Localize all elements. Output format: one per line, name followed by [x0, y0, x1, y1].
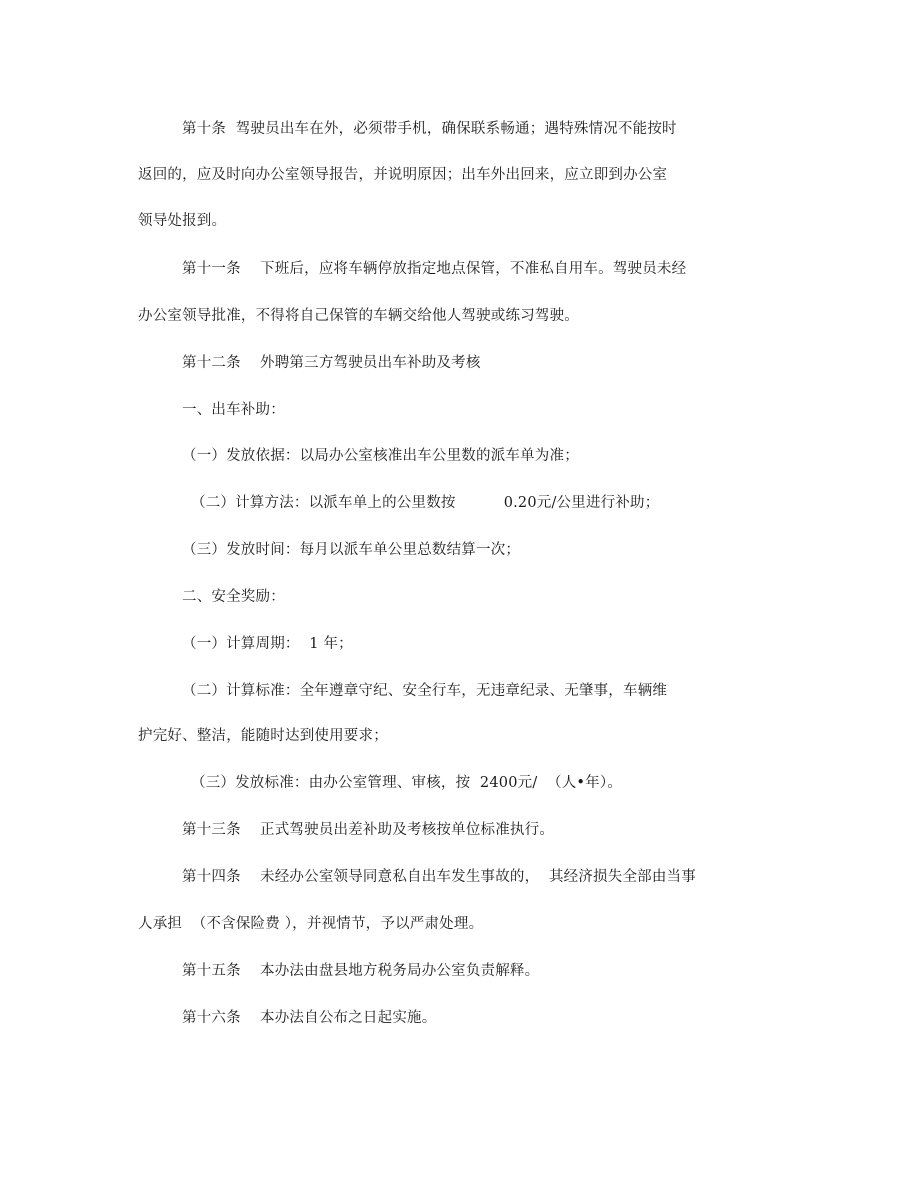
article-10-line-1: 第十条 驾驶员出车在外，必须带手机，确保联系畅通；遇特殊情况不能按时: [182, 121, 677, 137]
section-1-item-2: （二）计算方法：以派车单上的公里数按 0.20元/公里进行补助；: [191, 495, 660, 511]
section-2-heading: 二、安全奖励：: [182, 589, 285, 605]
article-11-line-2: 办公室领导批准，不得将自己保管的车辆交给他人驾驶或练习驾驶。: [138, 308, 579, 324]
section-2-item-2-line-1: （二）计算标准：全年遵章守纪、安全行车，无违章纪录、无肇事，车辆维: [182, 683, 668, 699]
article-14-line-1: 第十四条 未经办公室领导同意私自出车发生事故的， 其经济损失全部由当事: [182, 869, 696, 885]
article-12-heading: 第十二条 外聘第三方驾驶员出车补助及考核: [182, 355, 481, 371]
article-14-line-2: 人承担 （不含保险费 ），并视情节，予以严肃处理。: [138, 916, 484, 932]
article-13: 第十三条 正式驾驶员出差补助及考核按单位标准执行。: [182, 822, 555, 838]
section-1-item-1: （一）发放依据：以局办公室核准出车公里数的派车单为准；: [182, 448, 579, 464]
article-10-line-3: 领导处报到。: [138, 213, 227, 229]
section-1-item-3: （三）发放时间：每月以派车单公里总数结算一次；: [182, 542, 521, 558]
article-16: 第十六条 本办法自公布之日起实施。: [182, 1010, 437, 1026]
article-11-line-1: 第十一条 下班后，应将车辆停放指定地点保管，不准私自用车。驾驶员未经: [182, 261, 687, 277]
section-2-item-1: （一）计算周期： 1 年；: [182, 636, 353, 652]
section-2-item-3: （三）发放标准：由办公室管理、审核，按 2400元/ （人•年）。: [191, 775, 623, 791]
section-1-heading: 一、出车补助：: [182, 402, 285, 418]
article-15: 第十五条 本办法由盘县地方税务局办公室负责解释。: [182, 963, 540, 979]
article-10-line-2: 返回的，应及时向办公室领导报告，并说明原因；出车外出回来，应立即到办公室: [138, 167, 668, 183]
section-2-item-2-line-2: 护完好、整洁，能随时达到使用要求；: [138, 728, 388, 744]
